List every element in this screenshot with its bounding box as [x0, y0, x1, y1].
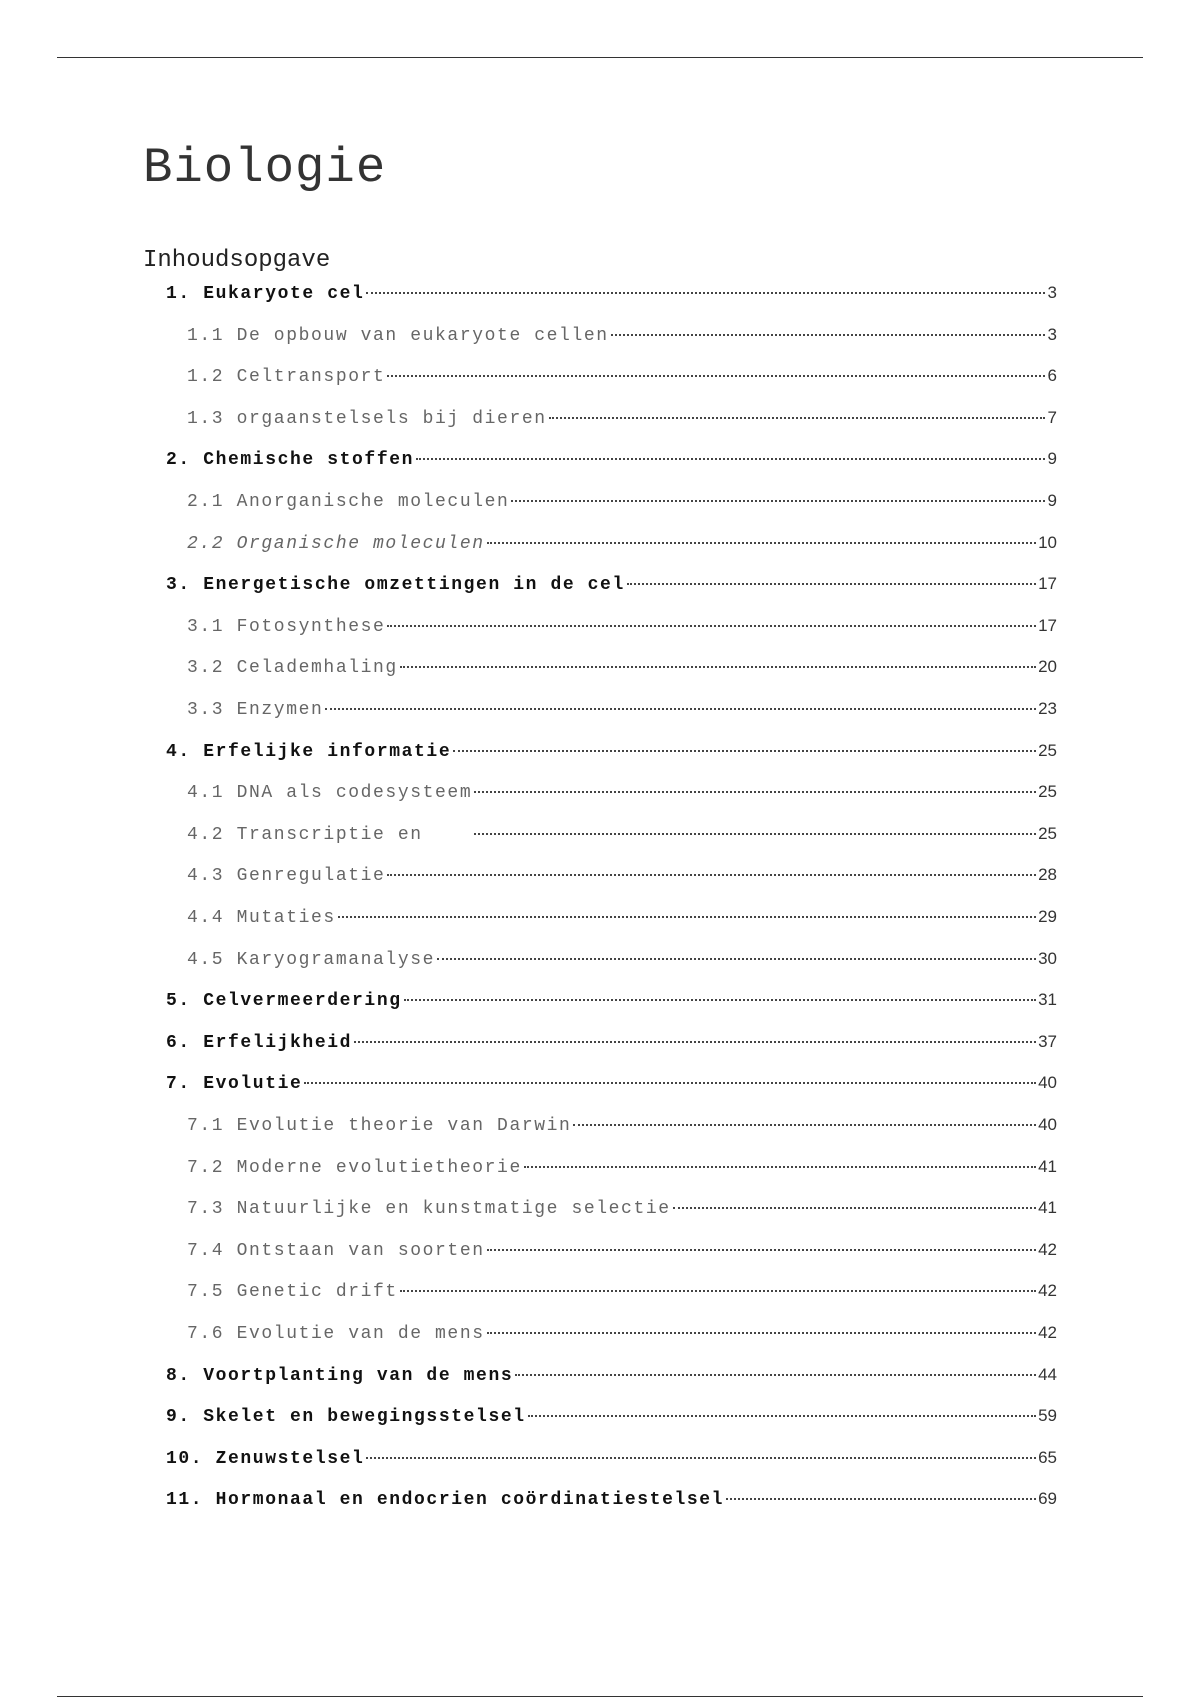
toc-entry-label: 4.3 Genregulatie — [187, 866, 386, 886]
toc-entry[interactable] — [187, 1154, 1057, 1180]
toc-entry-label: 7.4 Ontstaan van soorten — [187, 1241, 485, 1261]
toc-entry-page: 6 — [1047, 366, 1057, 385]
toc-entry-label: 4.4 Mutaties — [187, 908, 336, 928]
toc-entry[interactable] — [187, 862, 1057, 888]
toc-entry[interactable] — [187, 322, 1057, 348]
toc-dot-leader — [524, 1166, 1036, 1168]
bottom-rule — [57, 1696, 1143, 1697]
toc-entry-label: 1. Eukaryote cel — [166, 284, 365, 304]
toc-entry-label: 7.3 Natuurlijke en kunstmatige selectie — [187, 1199, 671, 1219]
toc-entry[interactable] — [187, 1237, 1057, 1263]
toc-entry[interactable] — [166, 1445, 1057, 1471]
toc-dot-leader — [366, 1457, 1036, 1459]
toc-entry-label: 3. Energetische omzettingen in de cel — [166, 575, 625, 595]
toc-entry[interactable] — [166, 1070, 1057, 1096]
toc-entry[interactable] — [187, 1195, 1057, 1221]
toc-dot-leader — [474, 833, 1036, 835]
toc-entry-label: 2.2 Organische moleculen — [187, 534, 485, 554]
toc-dot-leader — [387, 625, 1036, 627]
toc-entry[interactable] — [166, 446, 1057, 472]
toc-entry[interactable] — [187, 488, 1057, 514]
toc-entry-label: 8. Voortplanting van de mens — [166, 1366, 514, 1386]
toc-entry[interactable] — [166, 280, 1057, 306]
toc-entry[interactable] — [166, 987, 1057, 1013]
toc-entry[interactable] — [187, 530, 1057, 556]
toc-entry[interactable] — [187, 654, 1057, 680]
toc-dot-leader — [511, 500, 1045, 502]
toc-entry-page: 10 — [1038, 533, 1057, 552]
toc-entry-label: 1.3 orgaanstelsels bij dieren — [187, 409, 547, 429]
toc-entry-label: 7.2 Moderne evolutietheorie — [187, 1158, 522, 1178]
toc-entry-label: 7.5 Genetic drift — [187, 1282, 398, 1302]
toc-entry-page: 9 — [1047, 491, 1057, 510]
toc-entry[interactable] — [187, 1320, 1057, 1346]
toc-entry-label: 3.1 Fotosynthese — [187, 617, 386, 637]
toc-entry-page: 42 — [1038, 1323, 1057, 1342]
toc-entry-label: 3.2 Celademhaling — [187, 658, 398, 678]
toc-dot-leader — [487, 1332, 1036, 1334]
toc-entry-label: 7.1 Evolutie theorie van Darwin — [187, 1116, 572, 1136]
toc-dot-leader — [354, 1041, 1036, 1043]
toc-dot-leader — [673, 1207, 1036, 1209]
toc-entry-label: 1.2 Celtransport — [187, 367, 386, 387]
toc-entry-label: 4.2 Transcriptie en — [187, 825, 473, 845]
toc-entry-label: 4.5 Karyogramanalyse — [187, 950, 436, 970]
toc-entry-page: 3 — [1047, 325, 1057, 344]
toc-entry-page: 40 — [1038, 1115, 1057, 1134]
toc-entry-label: 7.6 Evolutie van de mens — [187, 1324, 485, 1344]
toc-dot-leader — [437, 958, 1036, 960]
toc-entry-page: 29 — [1038, 907, 1057, 926]
toc-entry[interactable] — [187, 1278, 1057, 1304]
toc-entry-page: 42 — [1038, 1281, 1057, 1300]
toc-dot-leader — [304, 1082, 1036, 1084]
toc-heading: Inhoudsopgave — [143, 247, 331, 274]
toc-entry[interactable] — [187, 821, 1057, 847]
toc-entry-page: 30 — [1038, 949, 1057, 968]
toc-entry-page: 25 — [1038, 782, 1057, 801]
toc-entry[interactable] — [166, 1486, 1057, 1512]
toc-entry-page: 17 — [1038, 574, 1057, 593]
toc-entry-page: 7 — [1047, 408, 1057, 427]
toc-dot-leader — [515, 1374, 1036, 1376]
toc-entry-page: 42 — [1038, 1240, 1057, 1259]
toc-entry-label: 4.1 DNA als codesysteem — [187, 783, 473, 803]
toc-entry-label: 6. Erfelijkheid — [166, 1033, 353, 1053]
toc-entry[interactable] — [187, 696, 1057, 722]
toc-dot-leader — [338, 916, 1036, 918]
toc-entry-page: 17 — [1038, 616, 1057, 635]
toc-entry-page: 41 — [1038, 1157, 1057, 1176]
toc-dot-leader — [549, 417, 1045, 419]
toc-entry-page: 40 — [1038, 1073, 1057, 1092]
toc-entry[interactable] — [166, 1362, 1057, 1388]
toc-entry-label: 5. Celvermeerdering — [166, 991, 402, 1011]
toc-entry-label: 3.3 Enzymen — [187, 700, 324, 720]
toc-dot-leader — [474, 791, 1036, 793]
toc-entry-page: 25 — [1038, 741, 1057, 760]
toc-entry-label: 11. Hormonaal en endocrien coördinatiestelsel — [166, 1490, 725, 1510]
toc-entry-page: 69 — [1038, 1489, 1057, 1508]
toc-entry[interactable] — [187, 946, 1057, 972]
toc-entry-page: 23 — [1038, 699, 1057, 718]
toc-dot-leader — [528, 1415, 1036, 1417]
toc-dot-leader — [387, 375, 1045, 377]
toc-entry[interactable] — [166, 1403, 1057, 1429]
toc-dot-leader — [387, 874, 1036, 876]
toc-dot-leader — [400, 1290, 1036, 1292]
toc-entry[interactable] — [187, 779, 1057, 805]
toc-entry-label: 4. Erfelijke informatie — [166, 742, 452, 762]
toc-entry-label: 2. Chemische stoffen — [166, 450, 415, 470]
toc-entry-page: 37 — [1038, 1032, 1057, 1051]
toc-dot-leader — [611, 334, 1045, 336]
toc-entry-page: 59 — [1038, 1406, 1057, 1425]
toc-entry-label: 10. Zenuwstelsel — [166, 1449, 365, 1469]
toc-dot-leader — [453, 750, 1036, 752]
toc-dot-leader — [726, 1498, 1036, 1500]
toc-dot-leader — [627, 583, 1036, 585]
toc-entry[interactable] — [187, 363, 1057, 389]
toc-entry-label: 1.1 De opbouw van eukaryote cellen — [187, 326, 609, 346]
toc-dot-leader — [487, 1249, 1036, 1251]
toc-entry[interactable] — [166, 571, 1057, 597]
toc-entry[interactable] — [187, 613, 1057, 639]
toc-entry-page: 41 — [1038, 1198, 1057, 1217]
toc-entry[interactable] — [187, 1112, 1057, 1138]
toc-dot-leader — [366, 292, 1045, 294]
toc-entry-page: 25 — [1038, 824, 1057, 843]
toc-entry-label: 9. Skelet en bewegingsstelsel — [166, 1407, 526, 1427]
toc-entry[interactable] — [166, 738, 1057, 764]
toc-dot-leader — [416, 458, 1045, 460]
toc-entry-page: 9 — [1047, 449, 1057, 468]
toc-dot-leader — [400, 666, 1036, 668]
toc-entry-page: 44 — [1038, 1365, 1057, 1384]
toc-entry[interactable] — [187, 904, 1057, 930]
toc-entry[interactable] — [187, 405, 1057, 431]
toc-entry-page: 28 — [1038, 865, 1057, 884]
toc-entry-label: 7. Evolutie — [166, 1074, 303, 1094]
toc-entry-page: 3 — [1047, 283, 1057, 302]
toc-entry-label: 2.1 Anorganische moleculen — [187, 492, 510, 512]
toc-dot-leader — [487, 542, 1036, 544]
toc-entry-page: 20 — [1038, 657, 1057, 676]
toc-dot-leader — [404, 999, 1036, 1001]
toc-dot-leader — [573, 1124, 1036, 1126]
toc-dot-leader — [325, 708, 1036, 710]
toc-entry-page: 31 — [1038, 990, 1057, 1009]
document-title: Biologie — [143, 140, 387, 196]
toc-entry-page: 65 — [1038, 1448, 1057, 1467]
toc-entry[interactable] — [166, 1029, 1057, 1055]
